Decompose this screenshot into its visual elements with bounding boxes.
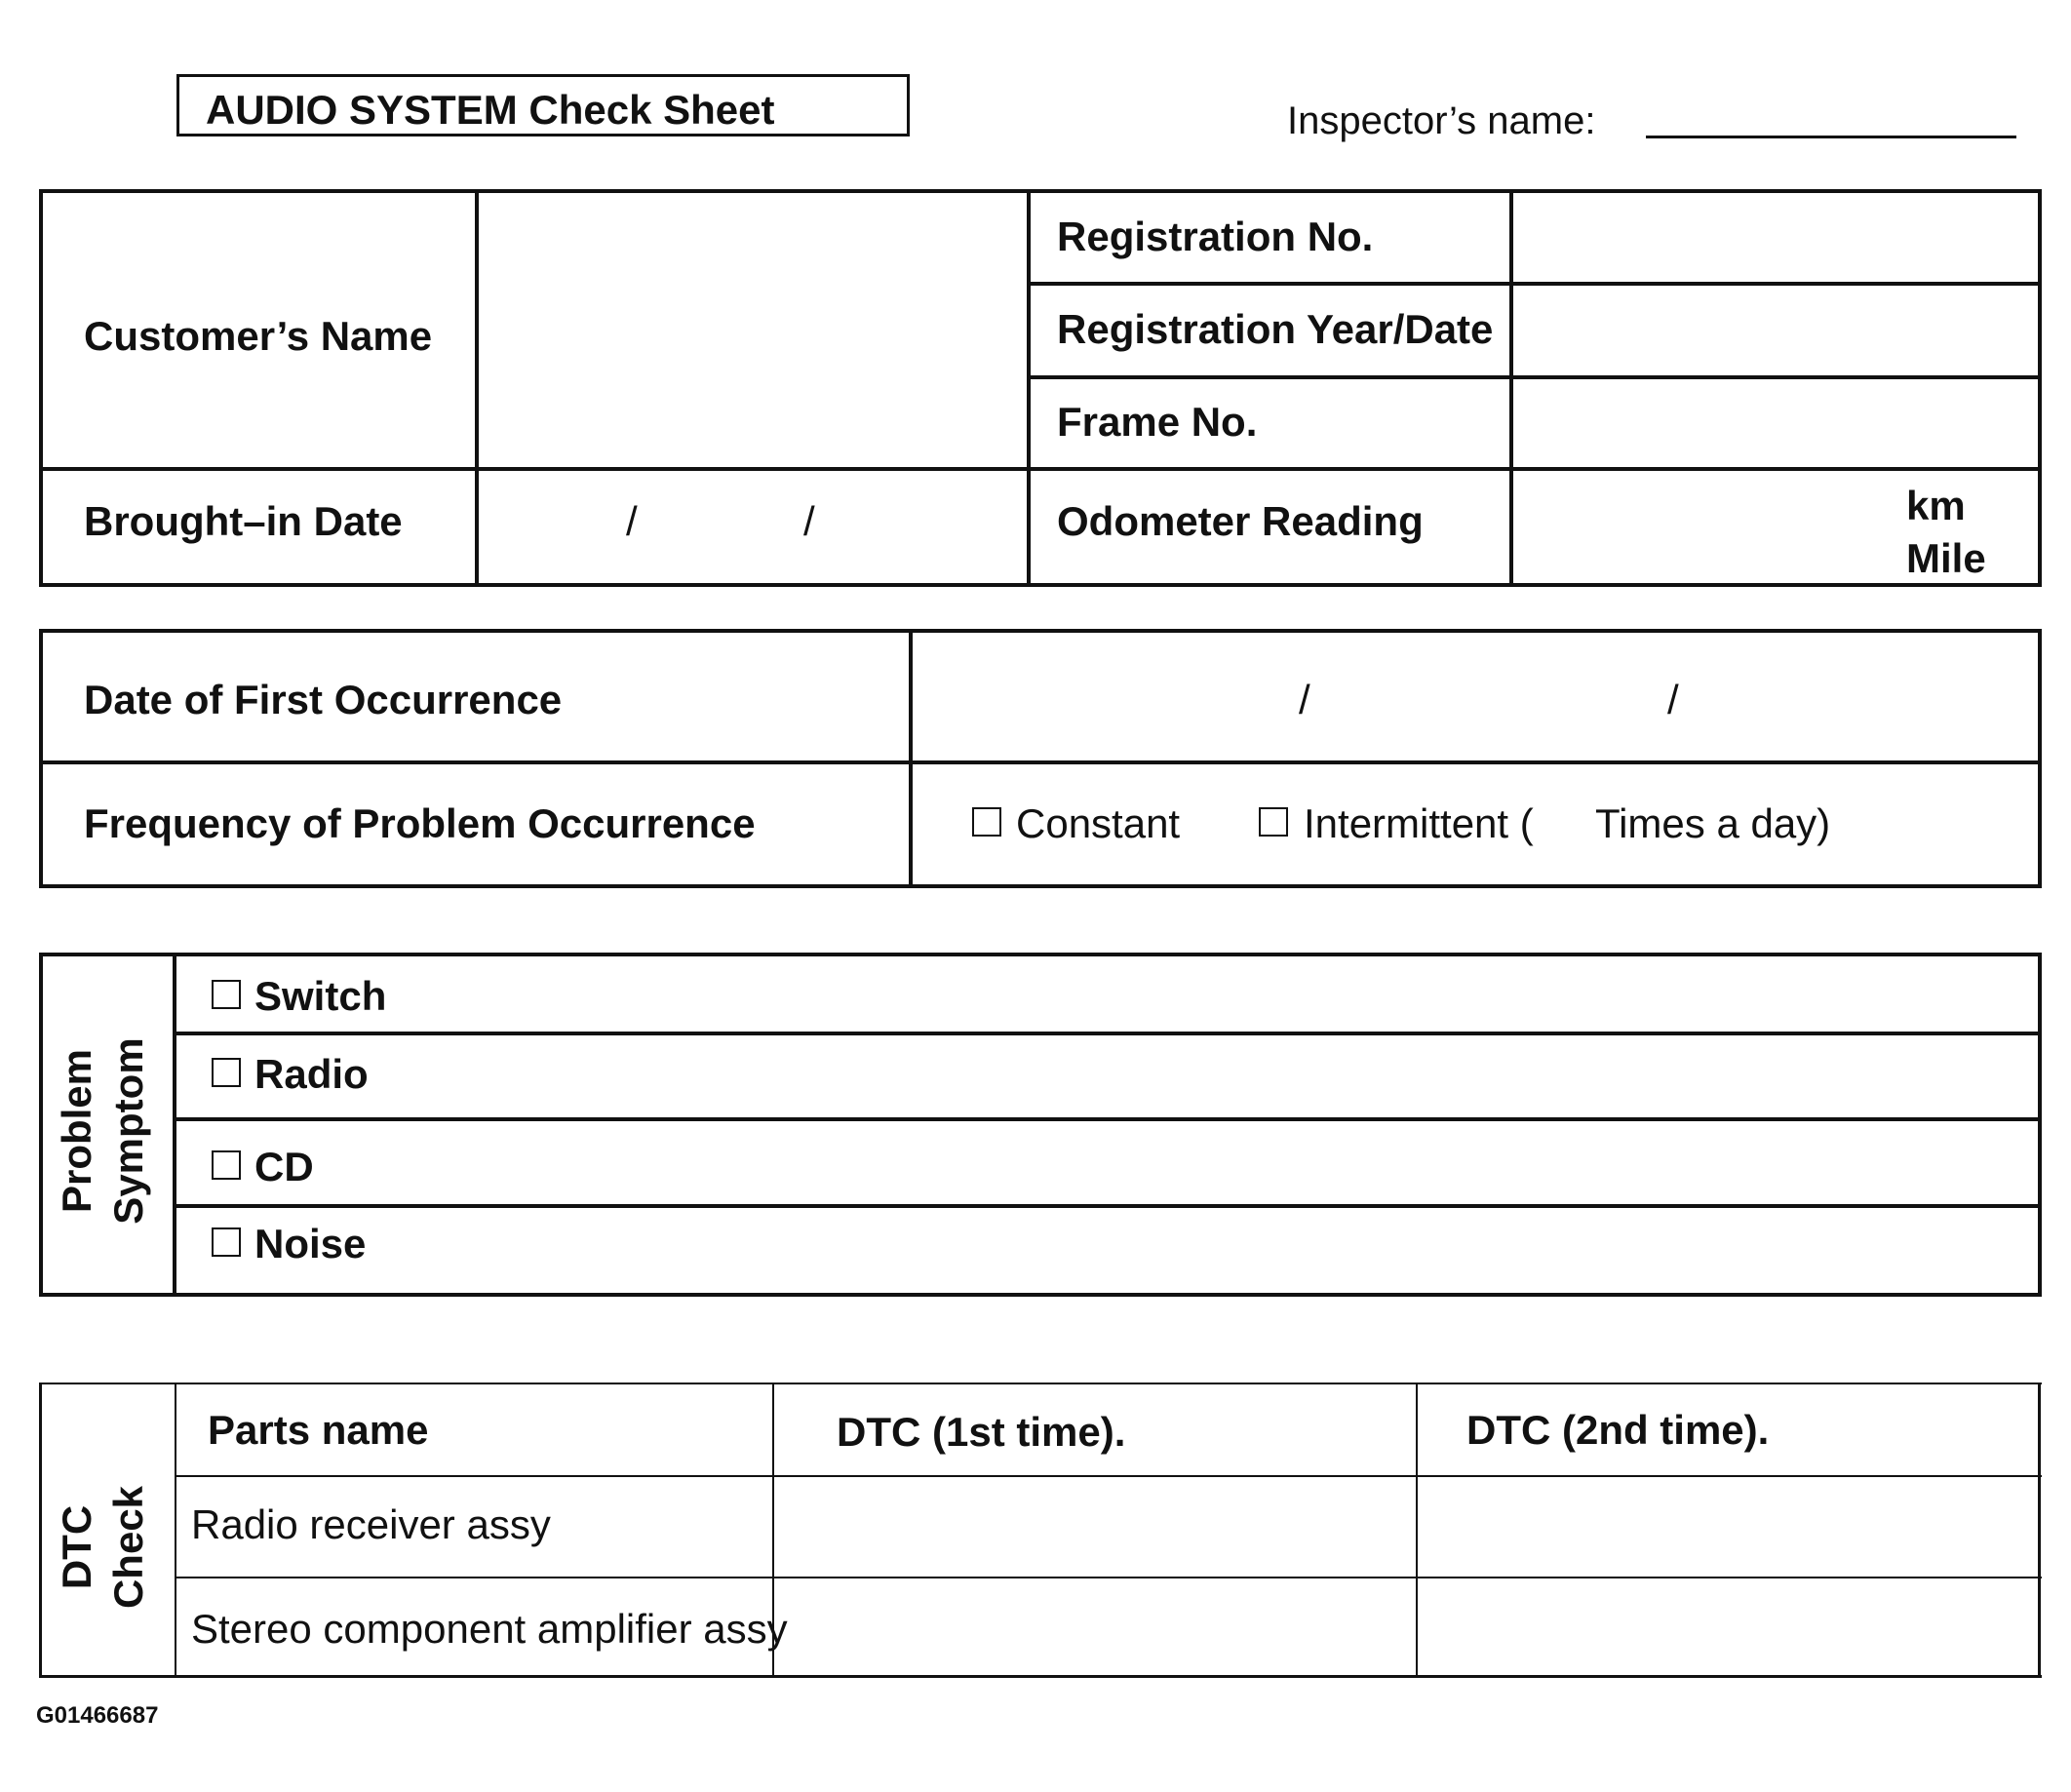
inspector-name-line[interactable] (1646, 136, 2016, 138)
dtc-check-title-line: Check (104, 1485, 151, 1610)
figure-code: G01466687 (36, 1702, 159, 1729)
dtc-part-name: Stereo component amplifier assy (191, 1606, 788, 1652)
frame-no-label: Frame No. (1057, 399, 1258, 445)
brought-in-date-separator: / (626, 498, 638, 544)
brought-in-date-field[interactable] (481, 472, 1025, 581)
dtc-part-name: Radio receiver assy (191, 1501, 551, 1547)
odometer-label: Odometer Reading (1057, 498, 1424, 544)
customer-name-field[interactable] (481, 193, 1025, 465)
radio-checkbox[interactable] (212, 1058, 241, 1087)
registration-no-label: Registration No. (1057, 214, 1374, 259)
constant-checkbox[interactable] (972, 807, 1001, 837)
registration-year-label: Registration Year/Date (1057, 306, 1494, 352)
dtc-second-field[interactable] (1420, 1580, 2036, 1673)
intermittent-label: Intermittent ( (1304, 800, 1534, 846)
constant-label: Constant (1016, 800, 1181, 846)
odometer-unit-mile: Mile (1906, 535, 1986, 581)
title-box (176, 74, 910, 136)
dtc-check-title (52, 1435, 159, 1659)
odometer-unit-km: km (1906, 483, 1966, 528)
dtc-check-title-line: DTC (54, 1504, 99, 1590)
switch-checkbox[interactable] (212, 980, 241, 1009)
frequency-label: Frequency of Problem Occurrence (84, 800, 756, 846)
symptom-noise-label: Noise (254, 1221, 367, 1266)
frame-no-field[interactable] (1515, 379, 2036, 466)
brought-in-date-label: Brought–in Date (84, 498, 403, 544)
first-occurrence-label: Date of First Occurrence (84, 677, 563, 722)
dtc-second-field[interactable] (1420, 1479, 2036, 1575)
times-a-day-label: Times a day) (1595, 800, 1831, 846)
problem-symptom-title-line: Problem (54, 1048, 99, 1214)
customer-name-label: Customer’s Name (84, 313, 433, 359)
registration-no-field[interactable] (1515, 193, 2036, 281)
problem-symptom-title (52, 1014, 159, 1248)
cd-checkbox[interactable] (212, 1150, 241, 1180)
times-a-day-field[interactable] (1536, 795, 1594, 853)
inspector-label: Inspector’s name: (1287, 99, 1596, 142)
symptom-radio-label: Radio (254, 1051, 369, 1097)
odometer-field[interactable] (1515, 472, 1905, 581)
symptom-cd-label: CD (254, 1144, 314, 1189)
intermittent-checkbox[interactable] (1259, 807, 1288, 837)
dtc-first-field[interactable] (776, 1580, 1414, 1673)
dtc-header-first: DTC (1st time). (837, 1409, 1126, 1455)
first-occurrence-field[interactable] (915, 634, 2036, 759)
first-occurrence-separator: / (1667, 677, 1679, 722)
registration-year-field[interactable] (1515, 286, 2036, 373)
dtc-first-field[interactable] (776, 1479, 1414, 1575)
symptom-switch-label: Switch (254, 973, 387, 1019)
sheet-title: AUDIO SYSTEM Check Sheet (206, 87, 775, 133)
noise-checkbox[interactable] (212, 1227, 241, 1257)
first-occurrence-separator: / (1299, 677, 1310, 722)
problem-symptom-title-line: Symptom (104, 1037, 151, 1225)
brought-in-date-separator: / (803, 498, 815, 544)
dtc-header-parts: Parts name (208, 1407, 429, 1453)
dtc-header-second: DTC (2nd time). (1466, 1407, 1770, 1453)
